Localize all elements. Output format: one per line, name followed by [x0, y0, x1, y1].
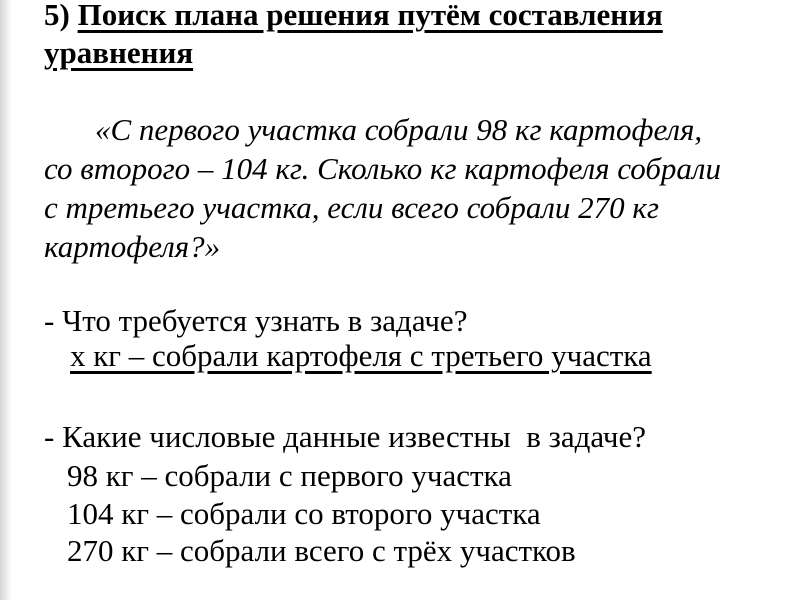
title-number: 5)	[44, 0, 78, 32]
title-line1: Поиск плана решения путём составления	[77, 0, 663, 32]
question-known-data: - Какие числовые данные известны в задаче?	[44, 419, 647, 454]
known-data-item: 104 кг – собрали со второго участка	[67, 495, 541, 531]
answer-unknown-x: х кг – собрали картофеля с третьего участка	[70, 338, 652, 373]
title-line2: уравнения	[44, 35, 194, 70]
known-data-list	[67, 457, 576, 570]
question-what-to-find: - Что требуется узнать в задаче?	[44, 303, 468, 338]
problem-statement-line: «С первого участка собрали 98 кг картофеля,	[95, 112, 703, 147]
known-data-item: 98 кг – собрали с первого участка	[67, 458, 512, 493]
known-data-item: 270 кг – собрали всего с трёх участков	[67, 533, 576, 568]
problem-statement	[44, 110, 721, 266]
problem-statement-line: картофеля?»	[44, 229, 221, 264]
page-title	[44, 0, 663, 72]
problem-statement-line: со второго – 104 кг. Сколько кг картофеля собрали	[44, 151, 721, 186]
problem-statement-line: с третьего участка, если всего собрали 270 кг	[44, 190, 659, 225]
left-edge-shadow	[0, 0, 12, 600]
